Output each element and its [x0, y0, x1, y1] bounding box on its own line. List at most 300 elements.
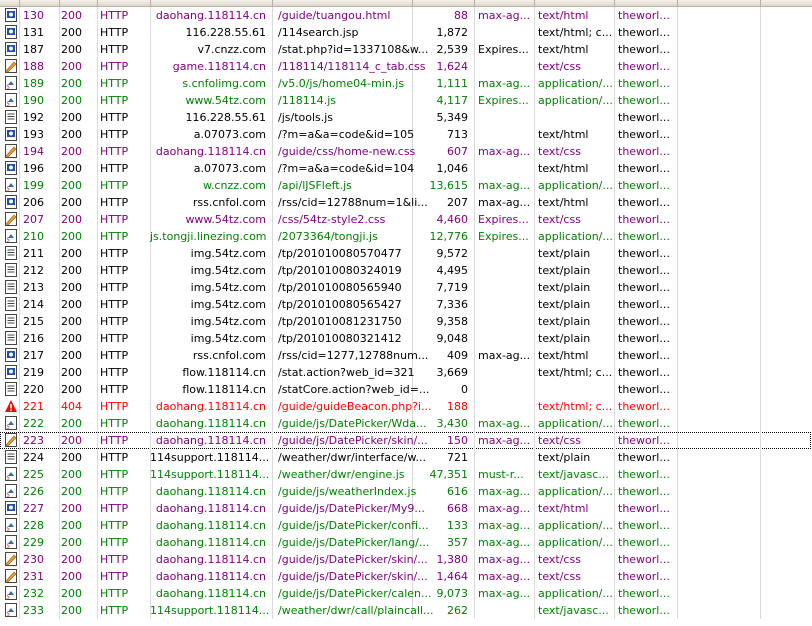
column-separator[interactable]	[59, 0, 60, 6]
process: theworl...	[618, 485, 670, 498]
process: theworl...	[618, 553, 670, 566]
content-type: text/plain	[538, 281, 591, 294]
session-row[interactable]	[0, 602, 812, 619]
result-code: 200	[61, 162, 82, 175]
column-header-row[interactable]	[0, 0, 812, 7]
column-gridline	[97, 415, 98, 432]
column-gridline	[474, 466, 475, 483]
session-number: 213	[23, 281, 44, 294]
host: img.54tz.com	[190, 281, 266, 294]
column-gridline	[534, 449, 535, 466]
url: /118114.js	[278, 94, 336, 107]
result-code: 200	[61, 128, 82, 141]
column-gridline	[272, 602, 273, 619]
session-row[interactable]	[0, 126, 812, 143]
html-document-icon	[4, 195, 18, 209]
text-document-icon	[4, 382, 18, 396]
result-code: 200	[61, 213, 82, 226]
column-gridline	[19, 500, 20, 517]
column-gridline	[677, 262, 678, 279]
column-gridline	[614, 92, 615, 109]
column-gridline	[19, 381, 20, 398]
column-gridline	[677, 551, 678, 568]
column-gridline	[534, 296, 535, 313]
url: /rss/cid=1277,12788num...	[278, 349, 429, 362]
column-gridline	[534, 109, 535, 126]
session-row[interactable]	[0, 262, 812, 279]
column-gridline	[19, 24, 20, 41]
result-code: 200	[61, 366, 82, 379]
column-gridline	[677, 313, 678, 330]
session-row[interactable]	[0, 585, 812, 602]
session-row[interactable]	[0, 92, 812, 109]
column-gridline	[534, 262, 535, 279]
session-number: 230	[23, 553, 44, 566]
session-row[interactable]	[0, 177, 812, 194]
column-gridline	[97, 228, 98, 245]
body-size: 616	[447, 485, 468, 498]
session-row[interactable]	[0, 7, 812, 24]
caching: Expires...	[478, 213, 529, 226]
session-number: 219	[23, 366, 44, 379]
host: daohang.118114.cn	[155, 434, 266, 447]
column-gridline	[614, 126, 615, 143]
column-gridline	[760, 534, 761, 551]
caching	[478, 313, 534, 330]
column-gridline	[760, 245, 761, 262]
column-gridline	[19, 41, 20, 58]
session-number: 212	[23, 264, 44, 277]
session-row[interactable]	[0, 398, 812, 415]
script-icon	[4, 535, 18, 549]
body-size: 47,351	[429, 468, 468, 481]
protocol: HTTP	[100, 468, 129, 481]
column-gridline	[677, 24, 678, 41]
result-code: 200	[61, 196, 82, 209]
session-row[interactable]	[0, 194, 812, 211]
process: theworl...	[618, 451, 670, 464]
body-size: 207	[447, 196, 468, 209]
host: img.54tz.com	[190, 247, 266, 260]
session-row[interactable]	[0, 483, 812, 500]
column-gridline	[272, 177, 273, 194]
session-number: 220	[23, 383, 44, 396]
column-gridline	[272, 551, 273, 568]
script-icon	[4, 76, 18, 90]
column-gridline	[534, 279, 535, 296]
column-separator[interactable]	[474, 0, 475, 6]
column-gridline	[474, 279, 475, 296]
column-gridline	[474, 585, 475, 602]
session-row[interactable]	[0, 24, 812, 41]
protocol: HTTP	[100, 213, 129, 226]
column-gridline	[272, 262, 273, 279]
column-gridline	[97, 500, 98, 517]
column-gridline	[19, 109, 20, 126]
column-gridline	[614, 568, 615, 585]
content-type: text/html	[538, 43, 589, 56]
content-type: text/css	[538, 434, 581, 447]
column-gridline	[760, 381, 761, 398]
url: /guide/js/DatePicker/skin/...	[278, 553, 428, 566]
session-row[interactable]	[0, 160, 812, 177]
process: theworl...	[618, 349, 670, 362]
column-gridline	[474, 262, 475, 279]
column-gridline	[534, 517, 535, 534]
column-gridline	[534, 466, 535, 483]
session-row[interactable]	[0, 568, 812, 585]
column-gridline	[614, 517, 615, 534]
column-gridline	[614, 330, 615, 347]
column-gridline	[614, 228, 615, 245]
script-icon	[4, 93, 18, 107]
protocol: HTTP	[100, 264, 129, 277]
process: theworl...	[618, 536, 670, 549]
column-gridline	[272, 92, 273, 109]
protocol: HTTP	[100, 451, 129, 464]
caching	[478, 398, 534, 415]
column-gridline	[534, 126, 535, 143]
column-gridline	[534, 24, 535, 41]
session-row[interactable]	[0, 228, 812, 245]
column-gridline	[760, 313, 761, 330]
host: daohang.118114.cn	[155, 553, 266, 566]
column-gridline	[19, 534, 20, 551]
session-number: 215	[23, 315, 44, 328]
caching	[478, 296, 534, 313]
column-gridline	[760, 551, 761, 568]
column-gridline	[474, 483, 475, 500]
protocol: HTTP	[100, 196, 129, 209]
session-row[interactable]	[0, 330, 812, 347]
session-row[interactable]	[0, 279, 812, 296]
protocol: HTTP	[100, 281, 129, 294]
column-gridline	[19, 177, 20, 194]
column-gridline	[614, 279, 615, 296]
css-pencil-icon	[4, 433, 18, 447]
column-gridline	[534, 177, 535, 194]
script-icon	[4, 416, 18, 430]
column-gridline	[474, 126, 475, 143]
protocol: HTTP	[100, 315, 129, 328]
column-gridline	[760, 228, 761, 245]
result-code: 404	[61, 400, 82, 413]
column-gridline	[677, 41, 678, 58]
column-separator[interactable]	[412, 0, 413, 6]
protocol: HTTP	[100, 604, 129, 617]
column-gridline	[97, 568, 98, 585]
host: 116.228.55.61	[185, 26, 266, 39]
column-gridline	[534, 330, 535, 347]
column-separator[interactable]	[19, 0, 20, 6]
script-icon	[4, 586, 18, 600]
column-gridline	[19, 211, 20, 228]
column-gridline	[97, 262, 98, 279]
url: /114search.jsp	[278, 26, 359, 39]
content-type: text/html; c...	[538, 400, 613, 413]
session-number: 192	[23, 111, 44, 124]
column-gridline	[760, 568, 761, 585]
column-gridline	[760, 296, 761, 313]
session-row[interactable]	[0, 415, 812, 432]
host: daohang.118114.cn	[155, 145, 266, 158]
host: img.54tz.com	[190, 315, 266, 328]
host: 114support.118114...	[150, 604, 270, 617]
host: flow.118114.cn	[182, 383, 266, 396]
url: /statCore.action?web_id=...	[278, 383, 430, 396]
column-gridline	[614, 466, 615, 483]
column-gridline	[97, 330, 98, 347]
session-row[interactable]	[0, 517, 812, 534]
column-gridline	[534, 364, 535, 381]
column-gridline	[272, 381, 273, 398]
protocol: HTTP	[100, 26, 129, 39]
body-size: 9,358	[436, 315, 468, 328]
result-code: 200	[61, 468, 82, 481]
session-row[interactable]	[0, 364, 812, 381]
column-gridline	[474, 432, 475, 449]
session-row[interactable]	[0, 534, 812, 551]
column-gridline	[534, 347, 535, 364]
result-code: 200	[61, 247, 82, 260]
session-row[interactable]	[0, 347, 812, 364]
session-row[interactable]	[0, 500, 812, 517]
session-row[interactable]	[0, 313, 812, 330]
column-gridline	[760, 109, 761, 126]
session-row[interactable]	[0, 449, 812, 466]
caching	[478, 330, 534, 347]
column-gridline	[19, 313, 20, 330]
session-row[interactable]	[0, 75, 812, 92]
content-type: text/html	[538, 162, 589, 175]
column-gridline	[614, 24, 615, 41]
body-size: 3,669	[436, 366, 468, 379]
content-type: text/css	[538, 145, 581, 158]
host: daohang.118114.cn	[155, 9, 266, 22]
body-size: 713	[447, 128, 468, 141]
column-gridline	[272, 194, 273, 211]
column-gridline	[474, 347, 475, 364]
column-gridline	[272, 279, 273, 296]
column-gridline	[474, 296, 475, 313]
column-separator[interactable]	[150, 0, 151, 6]
session-row[interactable]	[0, 432, 811, 449]
column-gridline	[272, 330, 273, 347]
svg-text:S: S	[6, 424, 10, 431]
column-gridline	[97, 534, 98, 551]
column-gridline	[677, 449, 678, 466]
url: /guide/js/DatePicker/skin/...	[278, 570, 428, 583]
caching: max-ag...	[478, 9, 531, 22]
column-gridline	[760, 449, 761, 466]
session-row[interactable]	[0, 381, 812, 398]
column-gridline	[97, 41, 98, 58]
text-document-icon	[4, 331, 18, 345]
column-gridline	[474, 398, 475, 415]
column-gridline	[760, 432, 761, 449]
column-gridline	[760, 92, 761, 109]
column-gridline	[272, 347, 273, 364]
content-type: text/plain	[538, 451, 591, 464]
column-gridline	[474, 449, 475, 466]
body-size: 133	[447, 519, 468, 532]
url: /tp/201010081231750	[278, 315, 402, 328]
content-type	[538, 109, 608, 126]
column-gridline	[97, 602, 98, 619]
column-separator[interactable]	[97, 0, 98, 6]
content-type: text/css	[538, 553, 581, 566]
session-row[interactable]	[0, 296, 812, 313]
column-gridline	[474, 534, 475, 551]
process: theworl...	[618, 434, 670, 447]
url: /guide/guideBeacon.php?i...	[278, 400, 432, 413]
column-gridline	[474, 602, 475, 619]
column-gridline	[272, 160, 273, 177]
column-gridline	[614, 143, 615, 160]
svg-text:S: S	[6, 526, 10, 533]
column-gridline	[534, 534, 535, 551]
result-code: 200	[61, 230, 82, 243]
session-row[interactable]	[0, 109, 812, 126]
column-separator[interactable]	[272, 0, 273, 6]
column-gridline	[614, 534, 615, 551]
body-size: 668	[447, 502, 468, 515]
session-number: 226	[23, 485, 44, 498]
caching: max-ag...	[478, 417, 531, 430]
protocol: HTTP	[100, 60, 129, 73]
column-gridline	[677, 126, 678, 143]
host: daohang.118114.cn	[155, 417, 266, 430]
content-type: text/html	[538, 502, 589, 515]
host: game.118114.cn	[172, 60, 266, 73]
content-type: text/html	[538, 349, 589, 362]
body-size: 4,460	[436, 213, 468, 226]
host: a.07073.com	[193, 128, 266, 141]
column-gridline	[272, 126, 273, 143]
result-code: 200	[61, 502, 82, 515]
column-gridline	[272, 245, 273, 262]
url: /guide/js/weatherIndex.js	[278, 485, 417, 498]
process: theworl...	[618, 417, 670, 430]
caching	[478, 279, 534, 296]
process: theworl...	[618, 9, 670, 22]
column-gridline	[474, 160, 475, 177]
column-gridline	[97, 279, 98, 296]
column-gridline	[474, 92, 475, 109]
column-gridline	[97, 75, 98, 92]
process: theworl...	[618, 383, 670, 396]
body-size: 1,624	[436, 60, 468, 73]
content-type: text/html	[538, 9, 589, 22]
column-gridline	[614, 109, 615, 126]
column-gridline	[760, 398, 761, 415]
process: theworl...	[618, 60, 670, 73]
column-gridline	[677, 568, 678, 585]
result-code: 200	[61, 60, 82, 73]
session-row[interactable]	[0, 41, 812, 58]
body-size: 1,111	[436, 77, 468, 90]
column-gridline	[677, 160, 678, 177]
text-document-icon	[4, 314, 18, 328]
session-number: 210	[23, 230, 44, 243]
url: /guide/js/DatePicker/Wda...	[278, 417, 427, 430]
column-gridline	[272, 296, 273, 313]
content-type: application/...	[538, 587, 613, 600]
column-gridline	[272, 24, 273, 41]
url: /weather/dwr/call/plaincall...	[278, 604, 434, 617]
column-gridline	[474, 313, 475, 330]
column-gridline	[97, 126, 98, 143]
column-gridline	[534, 7, 535, 24]
column-gridline	[760, 177, 761, 194]
column-gridline	[760, 7, 761, 24]
column-gridline	[760, 279, 761, 296]
result-code: 200	[61, 553, 82, 566]
session-row[interactable]	[0, 551, 812, 568]
column-gridline	[19, 432, 20, 449]
column-gridline	[272, 432, 273, 449]
column-separator[interactable]	[760, 0, 761, 6]
column-separator[interactable]	[677, 0, 678, 6]
url: /guide/css/home-new.css	[278, 145, 416, 158]
column-gridline	[19, 602, 20, 619]
session-row[interactable]	[0, 58, 812, 75]
caching: Expires...	[478, 230, 529, 243]
column-separator[interactable]	[614, 0, 615, 6]
column-gridline	[534, 160, 535, 177]
column-gridline	[534, 398, 535, 415]
content-type: text/html	[538, 196, 589, 209]
url: /js/tools.js	[278, 111, 334, 124]
process: theworl...	[618, 281, 670, 294]
body-size: 7,336	[436, 298, 468, 311]
session-row[interactable]	[0, 143, 812, 160]
column-gridline	[614, 483, 615, 500]
protocol: HTTP	[100, 485, 129, 498]
session-number: 229	[23, 536, 44, 549]
column-gridline	[677, 585, 678, 602]
host: flow.118114.cn	[182, 366, 266, 379]
caching: max-ag...	[478, 553, 531, 566]
column-separator[interactable]	[534, 0, 535, 6]
session-row[interactable]	[0, 245, 812, 262]
session-row[interactable]	[0, 466, 812, 483]
body-size: 5,349	[436, 111, 468, 124]
column-gridline	[760, 58, 761, 75]
column-gridline	[677, 364, 678, 381]
host: img.54tz.com	[190, 332, 266, 345]
column-gridline	[97, 449, 98, 466]
result-code: 200	[61, 332, 82, 345]
process: theworl...	[618, 332, 670, 345]
session-row[interactable]	[0, 211, 812, 228]
session-number: 131	[23, 26, 44, 39]
session-number: 225	[23, 468, 44, 481]
host: rss.cnfol.com	[192, 349, 266, 362]
column-gridline	[97, 24, 98, 41]
column-gridline	[614, 364, 615, 381]
script-icon	[4, 484, 18, 498]
column-gridline	[677, 398, 678, 415]
column-gridline	[19, 517, 20, 534]
column-gridline	[534, 500, 535, 517]
column-gridline	[534, 602, 535, 619]
url: /weather/dwr/interface/w...	[278, 451, 426, 464]
column-gridline	[677, 381, 678, 398]
session-number: 224	[23, 451, 44, 464]
column-gridline	[97, 92, 98, 109]
column-gridline	[534, 568, 535, 585]
